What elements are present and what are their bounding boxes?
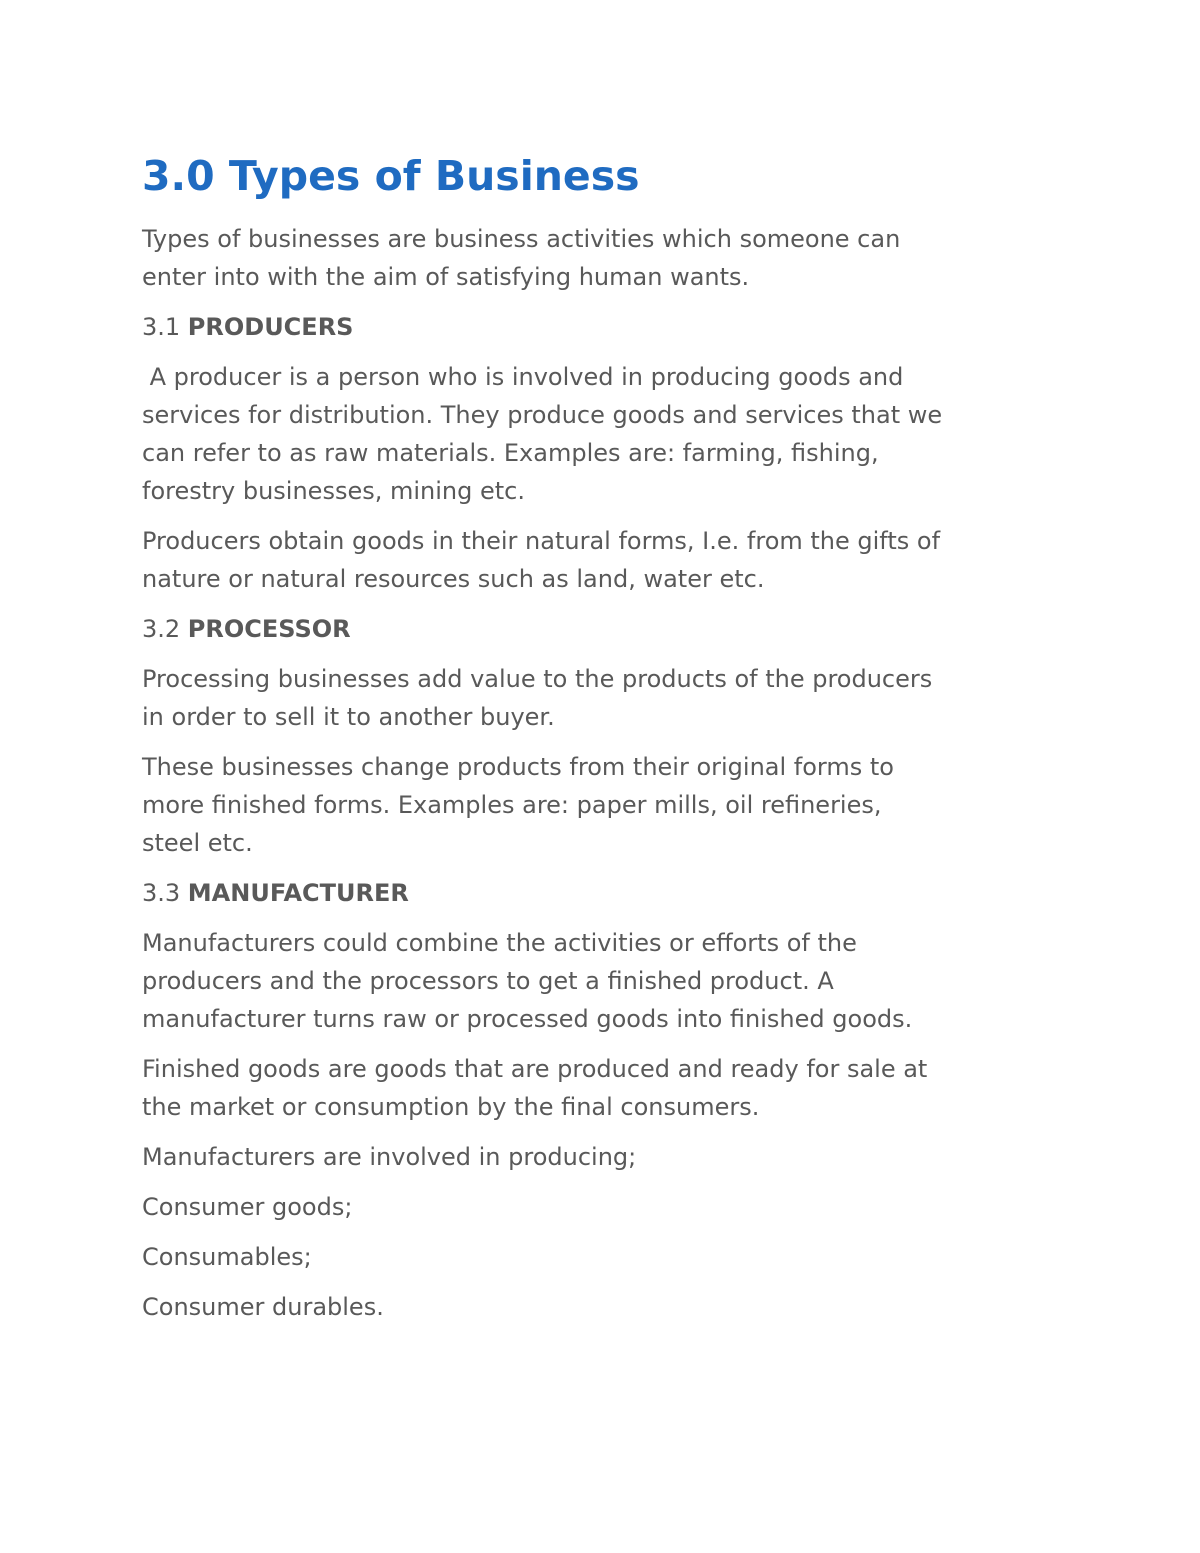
producers-paragraph-1 bbox=[142, 358, 1072, 510]
section-heading-producers bbox=[142, 308, 1072, 346]
text-line: These businesses change products from their original forms to bbox=[142, 753, 894, 781]
section-label: PRODUCERS bbox=[187, 313, 354, 341]
manufacturer-paragraph-2 bbox=[142, 1050, 1072, 1126]
section-heading-manufacturer bbox=[142, 874, 1072, 912]
text-line: enter into with the aim of satisfying human wants. bbox=[142, 263, 750, 291]
manufacturer-paragraph-1 bbox=[142, 924, 1072, 1038]
list-item-consumer-goods bbox=[142, 1188, 1072, 1226]
list-item-consumables bbox=[142, 1238, 1072, 1276]
text-line: more finished forms. Examples are: paper mills, oil refineries, bbox=[142, 791, 882, 819]
text-line: Producers obtain goods in their natural forms, I.e. from the gifts of bbox=[142, 527, 941, 555]
text-line: manufacturer turns raw or processed goods into finished goods. bbox=[142, 1005, 913, 1033]
list-item-consumer-durables bbox=[142, 1288, 1072, 1326]
section-label: PROCESSOR bbox=[187, 615, 351, 643]
text-line: Types of businesses are business activities which someone can bbox=[142, 225, 901, 253]
text-line: services for distribution. They produce goods and services that we bbox=[142, 401, 943, 429]
section-number: 3.3 bbox=[142, 879, 188, 907]
text-line: Finished goods are goods that are produced and ready for sale at bbox=[142, 1055, 928, 1083]
text-line: nature or natural resources such as land, water etc. bbox=[142, 565, 765, 593]
text-line: Consumer durables. bbox=[142, 1293, 384, 1321]
document-title: 3.0 Types of Business bbox=[142, 152, 640, 200]
processor-paragraph-1 bbox=[142, 660, 1072, 736]
section-number: 3.1 bbox=[142, 313, 188, 341]
section-number: 3.2 bbox=[142, 615, 188, 643]
text-line: Manufacturers could combine the activities or efforts of the bbox=[142, 929, 857, 957]
text-line: the market or consumption by the final consumers. bbox=[142, 1093, 760, 1121]
section-label: MANUFACTURER bbox=[187, 879, 409, 907]
text-line: A producer is a person who is involved in producing goods and bbox=[142, 363, 904, 391]
text-line: steel etc. bbox=[142, 829, 253, 857]
text-line: Consumer goods; bbox=[142, 1193, 353, 1221]
text-line: in order to sell it to another buyer. bbox=[142, 703, 555, 731]
text-line: Processing businesses add value to the products of the producers bbox=[142, 665, 933, 693]
manufacturer-paragraph-3 bbox=[142, 1138, 1072, 1176]
producers-paragraph-2 bbox=[142, 522, 1072, 598]
text-line: forestry businesses, mining etc. bbox=[142, 477, 525, 505]
processor-paragraph-2 bbox=[142, 748, 1072, 862]
text-line: Manufacturers are involved in producing; bbox=[142, 1143, 637, 1171]
document-page bbox=[142, 146, 1072, 1338]
text-line: producers and the processors to get a finished product. A bbox=[142, 967, 834, 995]
text-line: Consumables; bbox=[142, 1243, 312, 1271]
section-heading-processor bbox=[142, 610, 1072, 648]
text-line: can refer to as raw materials. Examples are: farming, fishing, bbox=[142, 439, 879, 467]
intro-paragraph bbox=[142, 220, 1072, 296]
